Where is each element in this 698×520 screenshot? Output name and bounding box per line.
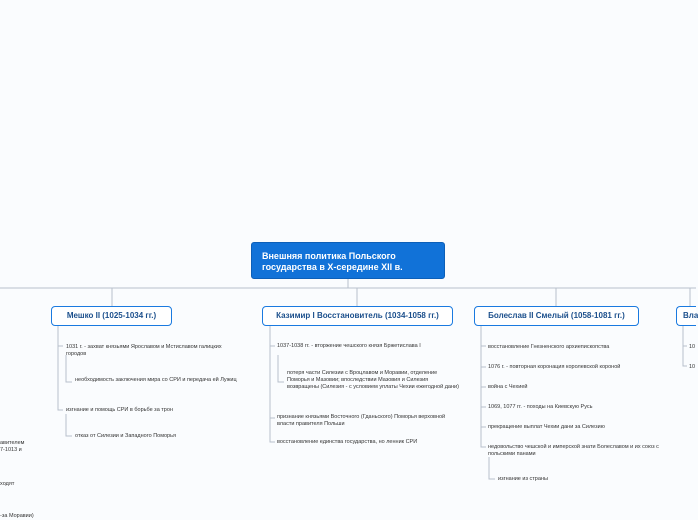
branch-cutoff[interactable]	[676, 306, 696, 326]
leaf-item[interactable]: 1076 г. - повторная коронация королевской короной	[488, 364, 621, 370]
leaf-item[interactable]: прекращение выплат Чехии дани за Силезию	[488, 424, 605, 430]
leaf-item[interactable]: война с Чехией	[488, 384, 528, 390]
leaf-item[interactable]: 1069, 1077 гг. - походы на Киевскую Русь	[488, 404, 593, 410]
leaf-item[interactable]: изгнание и помощь СРИ в борьбе за трон	[66, 407, 173, 413]
branch-kazimierz-i[interactable]	[262, 306, 453, 326]
leaf-item[interactable]: 1037-1038 гг. - вторжение чешского князя Бржетислава I	[277, 343, 421, 349]
leaf-item[interactable]: необходимость заключения мира со СРИ и передача ей Лужиц	[75, 377, 237, 383]
root-topic[interactable]	[251, 242, 445, 279]
branch-label: Мешко II (1025-1034 гг.)	[66, 311, 157, 320]
leaf-item[interactable]: 1031 г. - захват князьями Ярославом и Мстиславом галицких городов	[66, 344, 222, 357]
leaf-item[interactable]: признание князьями Восточного (Гданьского) Поморья верховной власти правителя Польши	[277, 414, 446, 427]
cutoff-fragment: 7-1013 и	[0, 447, 22, 453]
leaf-item[interactable]: восстановление Гнезненского архиепископства	[488, 344, 610, 350]
cutoff-fragment: авителем	[0, 440, 25, 446]
leaf-item[interactable]: 10	[689, 344, 696, 350]
leaf-item[interactable]: недовольство чешской и имперской знати Болеславом и их союз с польскими панами	[488, 444, 659, 457]
branch-mieszko-ii[interactable]	[51, 306, 172, 326]
branch-label: Вла	[683, 311, 698, 320]
cutoff-fragment: -за Моравии)	[0, 513, 34, 519]
branch-label: Болеслав II Смелый (1058-1081 гг.)	[488, 311, 625, 320]
leaf-item[interactable]: 10	[689, 364, 696, 370]
leaf-item[interactable]: восстановление единства государства, но ленник СРИ	[277, 439, 418, 445]
cutoff-fragment: ходят	[0, 481, 15, 487]
leaf-item[interactable]: потеря части Силезии с Вроцлавом и Моравии, отделение Поморья и Мазовии; впоследствии Мазовия и Силезия возвращены (Силезия - с условием уплаты Чехии ежегодной дани)	[287, 370, 459, 390]
leaf-item[interactable]: изгнание из страны	[498, 476, 548, 482]
branch-boleslaw-ii[interactable]	[474, 306, 639, 326]
leaf-item[interactable]: отказ от Силезии и Западного Поморья	[75, 433, 176, 439]
branch-label: Казимир I Восстановитель (1034-1058 гг.)	[276, 311, 439, 320]
root-topic-title: Внешняя политика Польского государства в X-середине XII в.	[262, 251, 403, 272]
